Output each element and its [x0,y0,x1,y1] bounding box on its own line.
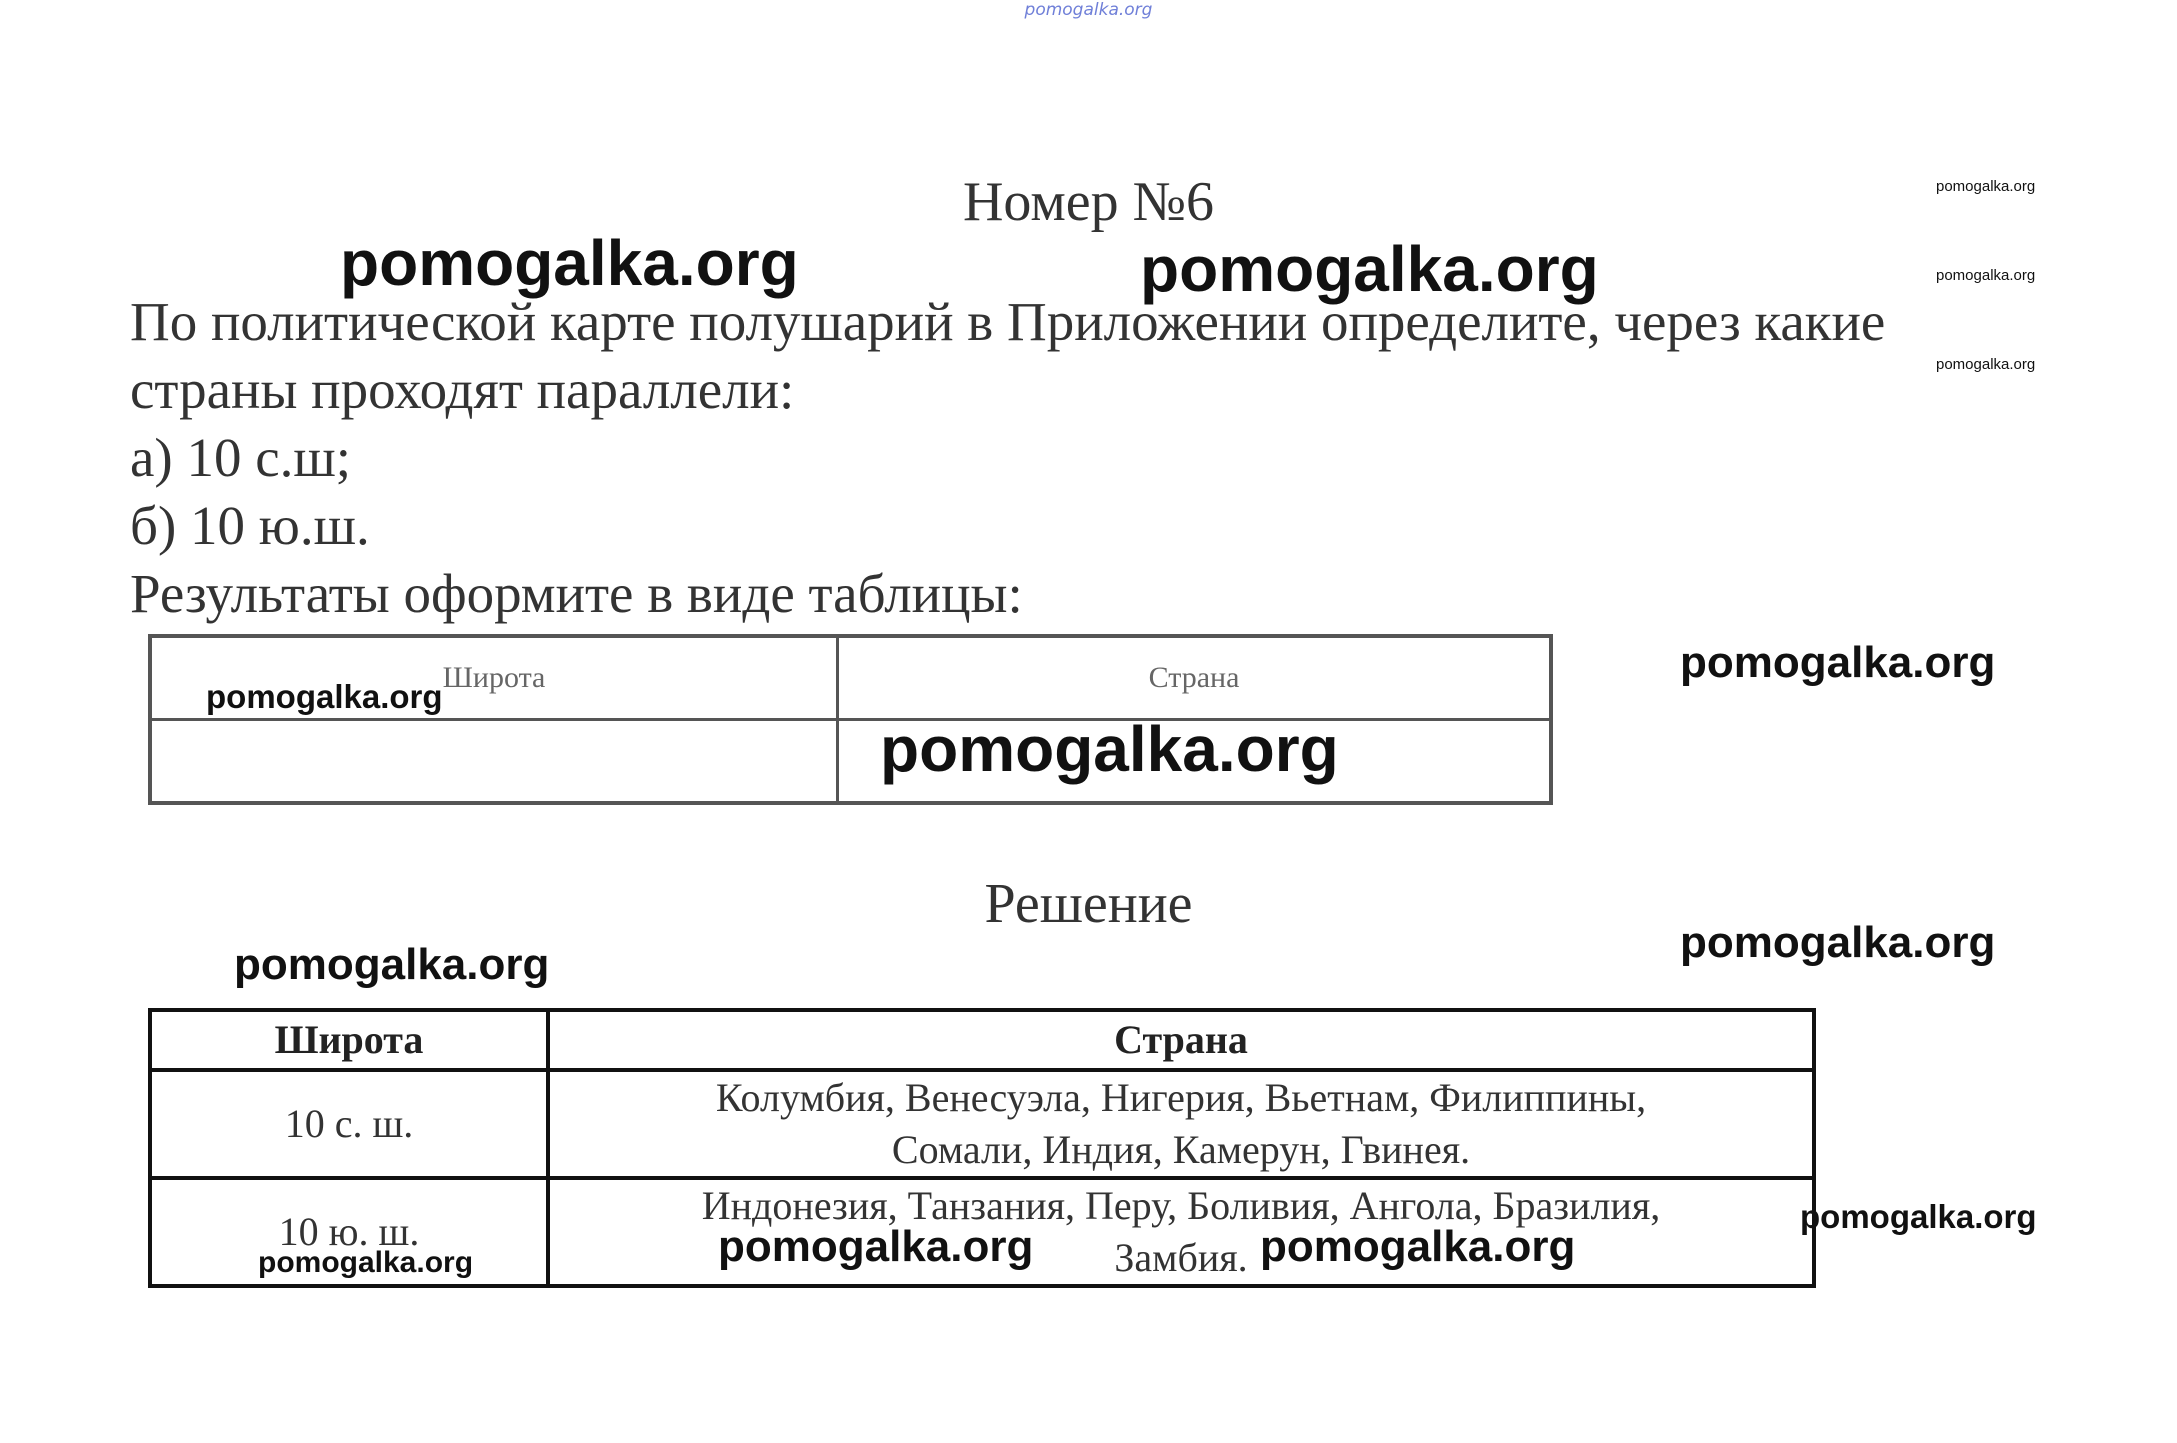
task-line: Результаты оформите в виде таблицы: [130,563,1023,624]
watermark: pomogalka.org [1140,233,1599,305]
countries-line: Замбия. [1114,1235,1248,1280]
watermark: pomogalka.org [1936,178,2036,195]
top-watermark: pomogalka.org [1024,0,1153,20]
solution-title: Решение [984,873,1193,935]
latitude-cell: 10 с. ш. [150,1070,548,1178]
empty-cell [150,720,838,804]
watermark: pomogalka.org [1680,918,1996,967]
task-line: страны проходят параллели: [130,359,795,420]
countries-line: Индонезия, Танзания, Перу, Боливия, Ангола, Бразилия, [701,1183,1661,1228]
countries-line: Сомали, Индия, Камерун, Гвинея. [891,1127,1471,1172]
countries-line: Колумбия, Венесуэла, Нигерия, Вьетнам, Филиппины, [715,1075,1647,1120]
header-country: Страна [548,1010,1814,1070]
watermark: pomogalka.org [1800,1198,2037,1235]
watermark: pomogalka.org [258,1246,474,1279]
header-latitude: Широта [150,636,838,720]
task-line: По политической карте полушарий в Приложении определите, через какие [130,291,1886,352]
watermark: pomogalka.org [340,227,799,299]
watermark: pomogalka.org [234,940,550,989]
table-row [150,720,1551,804]
countries-cell [548,1070,1814,1178]
watermark: pomogalka.org [1680,638,1996,687]
watermark: pomogalka.org [1936,356,2036,373]
task-text [130,288,2090,628]
table-row [150,1070,1814,1178]
watermark: pomogalka.org [206,678,443,715]
watermark: pomogalka.org [718,1222,1034,1271]
header-latitude: Широта [150,1010,548,1070]
latitude-cell: 10 ю. ш. [150,1178,548,1286]
watermark: pomogalka.org [1936,267,2036,284]
blank-table [148,634,1553,805]
table-header-row [150,1010,1814,1070]
watermark: pomogalka.org [880,713,1339,785]
header-country: Страна [838,636,1552,720]
watermark: pomogalka.org [1260,1222,1576,1271]
task-line: а) 10 с.ш; [130,427,352,488]
page-title: Номер №6 [962,171,1215,233]
task-line: б) 10 ю.ш. [130,495,370,556]
